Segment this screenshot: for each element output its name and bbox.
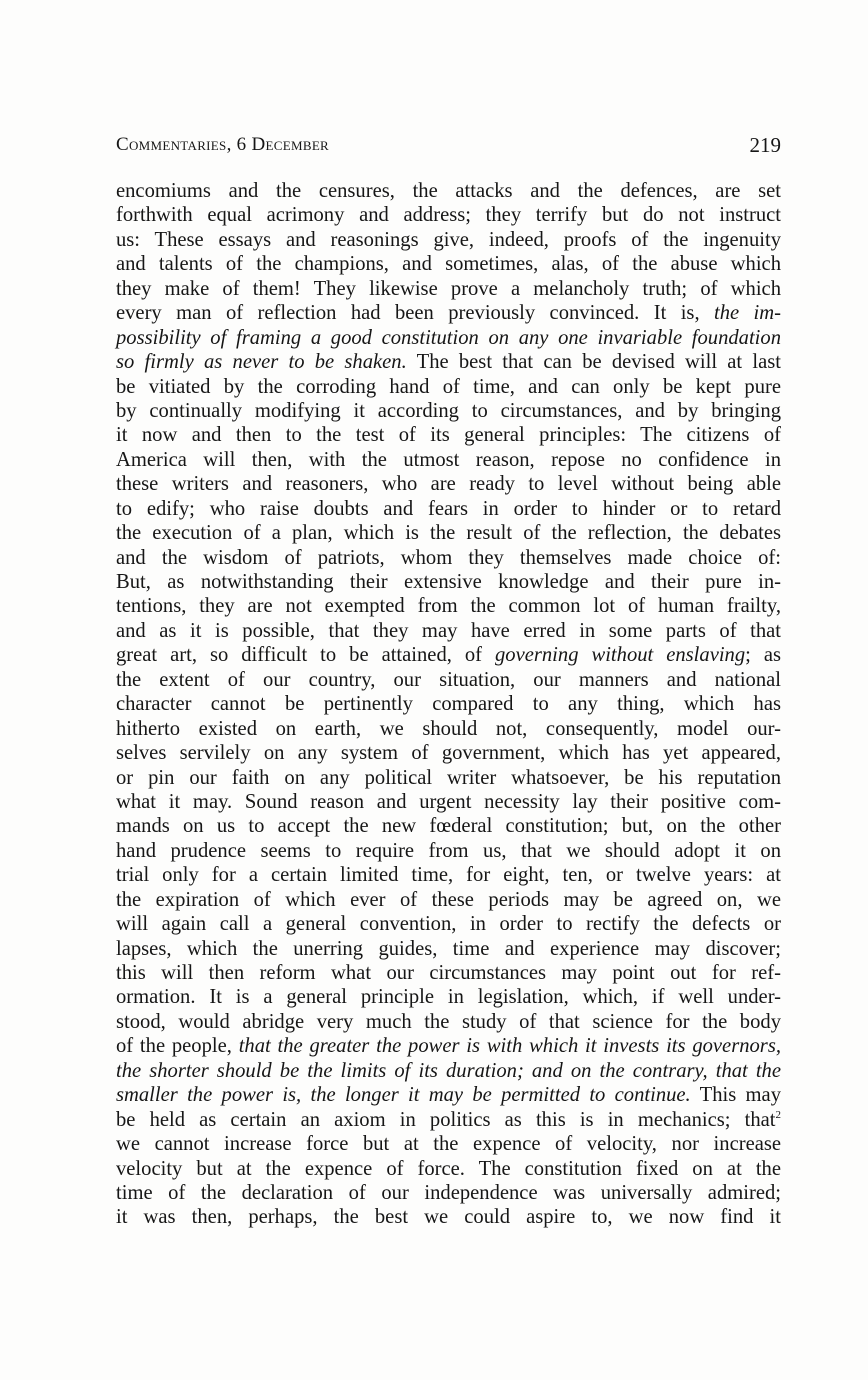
text-line [116,399,781,423]
text-line [116,252,781,276]
text-line [116,1083,781,1107]
text-run: ; as [745,644,782,667]
text-run: mands on us to accept the new fœderal constitution; but, on the other [116,815,781,838]
text-run: encomiums and the censures, the attacks and the defences, are set [116,180,781,202]
text-run: every man of reflection had been previously convinced. It is, [116,302,714,325]
text-line [116,546,781,570]
text-line [116,301,781,325]
text-line [116,814,781,838]
text-run: selves servilely on any system of government, which has yet appeared, [116,742,781,765]
text-run: The best that can be devised will at last [406,351,781,374]
text-run: This may [690,1084,781,1107]
text-line [116,839,781,863]
text-line [116,741,781,765]
text-line [116,423,781,447]
text-run: hand prudence seems to require from us, that we should adopt it on [116,839,781,862]
text-line [116,888,781,912]
text-run: of the people, [116,1035,239,1058]
text-run: they make of them! They likewise prove a melancholy truth; of which [116,277,781,300]
text-run: and as it is possible, that they may have erred in some parts of that [116,619,781,642]
text-run: character cannot be pertinently compared to any thing, which has [116,693,781,716]
text-run: us: These essays and reasonings give, indeed, proofs of the ingenuity [116,228,781,251]
text-line [116,179,781,203]
text-line [116,203,781,227]
text-line [116,1010,781,1034]
text-line [116,1205,781,1229]
text-run: lapses, which the unerring guides, time and experience may discover; [116,937,781,960]
text-run: by continually modifying it according to circumstances, and by bringing [116,399,781,422]
text-run: be held as certain an axiom in politics as this is in mechanics; that [116,1108,776,1131]
text-run: this will then reform what our circumstances may point out for ref- [116,962,781,984]
text-run: hitherto existed on earth, we should not, consequently, model our- [116,717,781,740]
text-run: velocity but at the expence of force. The constitution fixed on at the [116,1157,781,1180]
text-run: what it may. Sound reason and urgent necessity lay their positive com- [116,790,781,813]
text-line [116,766,781,790]
text-run: tentions, they are not exempted from the common lot of human frailty, [116,595,781,618]
text-line [116,375,781,399]
text-run: ormation. It is a general principle in legislation, which, if well under- [116,986,781,1009]
text-run: will again call a general convention, in order to rectify the defects or [116,913,781,936]
text-line [116,326,781,350]
text-run: be vitiated by the corroding hand of time, and can only be kept pure [116,375,781,398]
text-line [116,448,781,472]
running-head-title: Commentaries, 6 December [116,134,330,155]
text-line [116,937,781,961]
text-line [116,692,781,716]
text-line [116,717,781,741]
text-line [116,1034,781,1058]
page-number: 219 [749,133,781,157]
text-run: and the wisdom of patriots, whom they themselves made choice of: [116,546,781,569]
text-run: it now and then to the test of its general principles: The citizens of [116,424,781,447]
text-line [116,472,781,496]
running-head [116,132,781,162]
text-run: the extent of our country, our situation, our manners and national [116,668,781,691]
text-line [116,863,781,887]
italic-text-run: smaller the power is, the longer it may be permitted to continue. [116,1084,691,1107]
italic-text-run: the im- [713,302,781,325]
text-line [116,228,781,252]
text-line [116,594,781,618]
text-line [116,277,781,301]
text-line [116,1059,781,1083]
text-line [116,985,781,1009]
text-run: and talents of the champions, and sometimes, alas, of the abuse which [116,253,781,276]
text-line [116,570,781,594]
text-run: these writers and reasoners, who are ready to level without being able [116,473,781,496]
text-run: forthwith equal acrimony and address; they terrify but do not instruct [116,204,781,227]
text-line [116,521,781,545]
text-run: to edify; who raise doubts and fears in order to hinder or to retard [116,497,781,520]
text-line [116,350,781,374]
italic-text-run: possibility of framing a good constitution on any one invariable foundation [116,326,781,349]
text-line [116,619,781,643]
text-run: or pin our faith on any political writer whatsoever, be his reputation [116,766,781,789]
text-run: we cannot increase force but at the expence of velocity, nor increase [116,1133,781,1156]
text-line [116,643,781,667]
footnote-reference: 2 [775,1108,781,1121]
text-run: America will then, with the utmost reason, repose no confidence in [116,448,781,471]
italic-text-run: so firmly as never to be shaken. [116,351,407,374]
text-run: But, as notwithstanding their extensive knowledge and their pure in- [116,571,781,593]
text-run: the execution of a plan, which is the result of the reflection, the debates [116,522,781,545]
text-line [116,1132,781,1156]
text-run: it was then, perhaps, the best we could aspire to, we now find it [116,1206,781,1229]
text-line [116,790,781,814]
text-line [116,1157,781,1181]
text-run: great art, so difficult to be attained, of [116,644,495,667]
italic-text-run: governing without enslaving [495,644,746,667]
body-text [116,179,781,1230]
text-run: the expiration of which ever of these periods may be agreed on, we [116,888,781,911]
text-run: trial only for a certain limited time, for eight, ten, or twelve years: at [116,864,781,887]
italic-text-run: that the greater the power is with which it invests its governors, [238,1035,781,1058]
text-line [116,497,781,521]
text-line [116,1108,781,1132]
text-line [116,961,781,985]
text-run: time of the declaration of our independence was universally admired; [116,1181,781,1204]
text-run: stood, would abridge very much the study of that science for the body [116,1010,781,1033]
text-line [116,668,781,692]
italic-text-run: the shorter should be the limits of its duration; and on the contrary, that the [116,1059,781,1082]
text-line [116,1181,781,1205]
text-line [116,912,781,936]
